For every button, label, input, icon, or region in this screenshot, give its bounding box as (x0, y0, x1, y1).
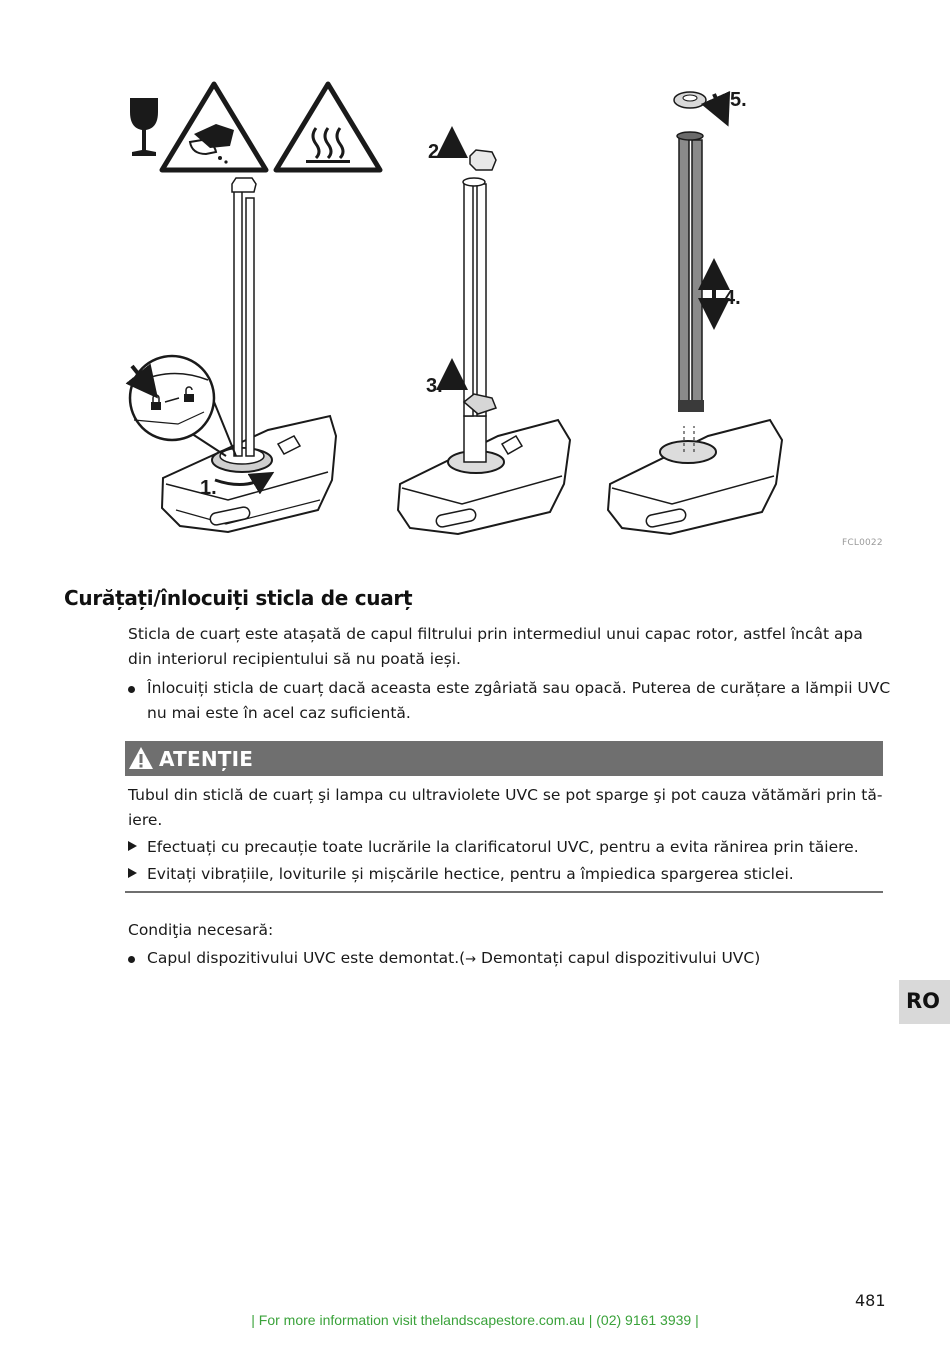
warning-triangle-icon (128, 746, 154, 770)
bullet-text-line-2: nu mai este în acel caz suficientă. (147, 704, 411, 722)
step-label-1: 1. (200, 477, 217, 499)
cross-reference-link[interactable]: Demontați capul dispozitivului UVC) (476, 949, 761, 967)
language-tab (899, 980, 950, 1024)
action-arrow-icon (128, 841, 137, 851)
condition-item-prefix: Capul dispozitivului UVC este demontat.( (147, 949, 466, 967)
uvc-cleaning-illustration (118, 80, 888, 550)
hot-surface-warning-icon (276, 84, 380, 170)
figure-code: FCL0022 (842, 538, 883, 548)
warning-title: ATENȚIE (159, 747, 254, 771)
section-heading: Curățați/înlocuiți sticla de cuarț (64, 586, 413, 610)
page-number: 481 (855, 1291, 886, 1310)
intro-line-1: Sticla de cuarț este atașată de capul filtrului prin intermediul unui capac rotor, astfel încât apa (128, 625, 863, 643)
warning-action-1 (128, 835, 859, 860)
uvc-unit-step-1 (162, 178, 336, 532)
language-tab-label: RO (906, 989, 941, 1013)
lock-detail-callout (130, 356, 236, 456)
action-arrow-icon (128, 868, 137, 878)
intro-line-2: din interiorul recipientului să nu poată ieși. (128, 650, 461, 668)
condition-item-text (147, 946, 760, 972)
bullet-item-1 (128, 676, 890, 726)
step-label-5: 5. (730, 89, 747, 111)
fragile-glass-icon (130, 98, 158, 156)
cross-reference-arrow-icon: → (465, 952, 477, 967)
step-label-2: 2. (428, 141, 445, 163)
footer-contact: | For more information visit thelandscapestore.com.au | (02) 9161 3939 | (251, 1312, 699, 1328)
condition-item (128, 946, 760, 972)
condition-label: Condiţia necesară: (128, 921, 274, 939)
bullet-text-line-1: Înlocuiți sticla de cuarț dacă aceasta este zgâriată sau opacă. Puterea de curățare a lămpii UVC (147, 679, 891, 697)
warning-text-line-2: iere. (128, 811, 163, 829)
warning-bar (125, 741, 883, 776)
bullet-icon (128, 686, 135, 693)
cut-hazard-warning-icon (162, 84, 266, 170)
bullet-icon (128, 956, 135, 963)
uvc-unit-step-2-3 (398, 142, 570, 534)
step-label-4: 4. (724, 287, 741, 309)
warning-text-line-1: Tubul din sticlă de cuarț şi lampa cu ultraviolete UVC se pot sparge şi pot cauza vătămări prin tă- (128, 786, 883, 804)
warning-divider (125, 891, 883, 893)
warning-action-2-text: Evitați vibrațiile, loviturile și mișcările hectice, pentru a împiedica spargerea sticlei. (147, 865, 794, 883)
step-label-3: 3. (426, 375, 443, 397)
warning-action-2 (128, 862, 794, 887)
warning-action-1-text: Efectuați cu precauție toate lucrările la clarificatorul UVC, pentru a evita rănirea prin tăiere. (147, 838, 859, 856)
uvc-unit-step-4-5 (608, 92, 782, 534)
